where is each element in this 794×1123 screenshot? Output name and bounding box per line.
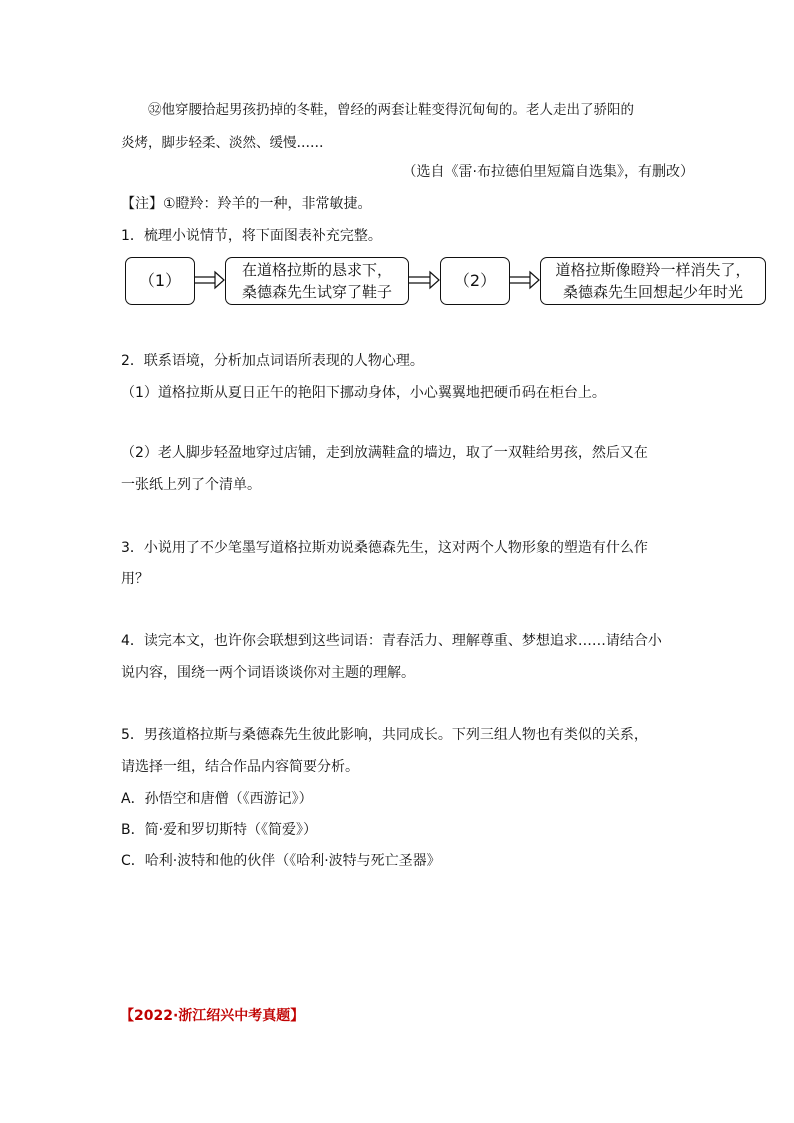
passage-line-1: ㉜他穿腰拾起男孩扔掉的冬鞋，曾经的两套让鞋变得沉甸甸的。老人走出了骄阳的: [148, 102, 634, 118]
passage-source: （选自《雷·布拉德伯里短篇自选集》，有删改）: [402, 164, 694, 180]
question-5-line-1: 5．男孩道格拉斯与桑德森先生彼此影响，共同成长。下列三组人物也有类似的关系，: [121, 727, 648, 743]
flow-box-1-label: （1）: [138, 271, 182, 290]
flow-box-2-line-1: 在道格拉斯的恳求下，: [241, 261, 392, 279]
flow-box-4-line-2: 桑德森先生回想起少年时光: [562, 283, 743, 301]
option-b: B．简·爱和罗切斯特（《简爱》）: [121, 822, 318, 838]
exam-source-tag: 【2022·浙江绍兴中考真题】: [120, 1008, 305, 1024]
question-5-line-2: 请选择一组，结合作品内容简要分析。: [121, 759, 359, 775]
flow-arrow-2: [408, 270, 440, 290]
flow-arrow-1: [193, 270, 225, 290]
question-4-line-1: 4．读完本文，也许你会联想到这些词语：青春活力、理解尊重、梦想追求……请结合小: [121, 633, 662, 649]
footnote: 【注】①瞪羚：羚羊的一种，非常敏捷。: [121, 196, 372, 212]
question-4-line-2: 说内容，围绕一两个词语谈谈你对主题的理解。: [121, 665, 415, 681]
flow-box-blank-1: [125, 257, 195, 305]
flow-box-2: [225, 257, 409, 305]
question-2-sub-2-line-2: 一张纸上列了个清单。: [121, 477, 261, 493]
question-2-text: 2．联系语境，分析加点词语所表现的人物心理。: [121, 353, 424, 369]
flow-arrow-3: [508, 270, 540, 290]
flow-box-3-label: （2）: [453, 271, 497, 290]
question-2-sub-1: （1）道格拉斯从夏日正午的艳阳下挪动身体，小心翼翼地把硬币码在柜台上。: [121, 385, 606, 401]
flow-box-blank-2: [440, 257, 510, 305]
question-3-line-1: 3．小说用了不少笔墨写道格拉斯劝说桑德森先生，这对两个人物形象的塑造有什么作: [121, 540, 648, 556]
option-c: C．哈利·波特和他的伙伴（《哈利·波特与死亡圣器》: [121, 853, 441, 869]
option-a: A．孙悟空和唐僧（《西游记》）: [121, 791, 313, 807]
question-3-line-2: 用？: [121, 571, 149, 587]
flow-box-4-line-1: 道格拉斯像瞪羚一样消失了，: [555, 261, 751, 279]
question-2-sub-2-line-1: （2）老人脚步轻盈地穿过店铺，走到放满鞋盒的墙边，取了一双鞋给男孩，然后又在: [121, 445, 648, 461]
flow-box-2-line-2: 桑德森先生试穿了鞋子: [241, 283, 392, 301]
question-1-text: 1．梳理小说情节，将下面图表补充完整。: [121, 228, 382, 244]
passage-line-2: 炎烤，脚步轻柔、淡然、缓慢……: [121, 135, 324, 151]
flow-box-4: [540, 257, 766, 305]
